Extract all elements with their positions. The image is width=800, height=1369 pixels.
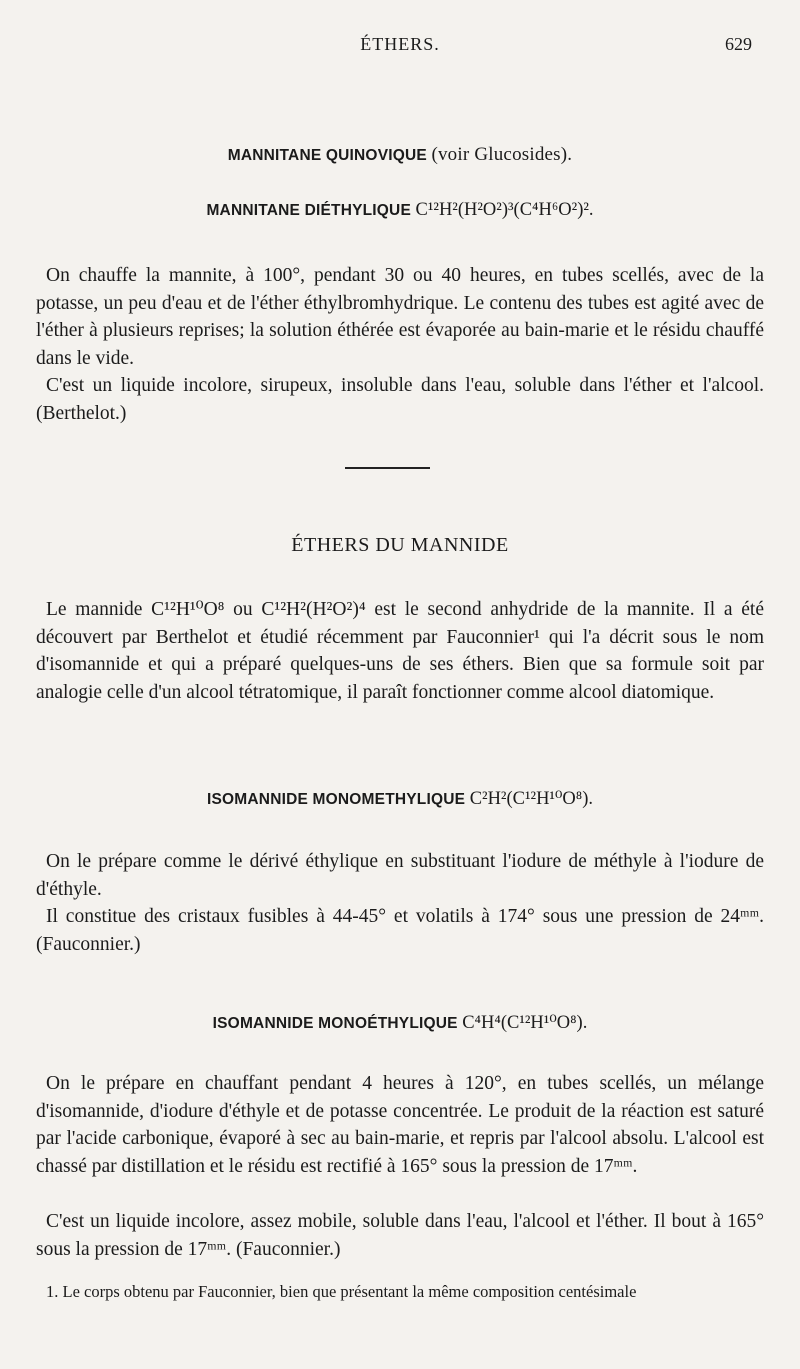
section-divider bbox=[345, 467, 430, 469]
heading-mannitane-diethylique bbox=[36, 200, 764, 221]
footnote: 1. Le corps obtenu par Fauconnier, bien que présentant la même composition centésimale bbox=[46, 1282, 637, 1301]
running-title: ÉTHERS. bbox=[360, 34, 440, 54]
heading-text: MANNITANE DIÉTHYLIQUE bbox=[206, 202, 411, 219]
paragraph-methyl-preparation: On le prépare comme le dérivé éthylique en substituant l'iodure de méthyle à l'iodure de d'éthyle. bbox=[36, 851, 764, 900]
section-title: ÉTHERS DU MANNIDE bbox=[291, 534, 509, 556]
paragraph-properties: C'est un liquide incolore, sirupeux, insoluble dans l'eau, soluble dans l'éther et l'alcool. (Berthelot.) bbox=[36, 375, 764, 424]
paragraph-preparation: On chauffe la mannite, à 100°, pendant 30 ou 40 heures, en tubes scellés, avec de la potasse, un peu d'eau et de l'éther éthylbromhydrique. Le contenu des tubes est agité avec de l'éther à plusieurs reprises; la solution éthérée est évaporée au bain-marie et le résidu chauffé dans le vide. bbox=[36, 265, 764, 369]
paragraph-ethyl-properties: C'est un liquide incolore, assez mobile, soluble dans l'eau, l'alcool et l'éther. Il bout à 165° sous la pression de 17ᵐᵐ. (Fauconnier.) bbox=[36, 1211, 764, 1260]
paragraph-methyl-properties: Il constitue des cristaux fusibles à 44-45° et volatils à 174° sous une pression de 24ᵐᵐ. (Fauconnier.) bbox=[36, 906, 764, 955]
heading-text: MANNITANE QUINOVIQUE bbox=[227, 147, 427, 164]
heading-text: ISOMANNIDE MONOMETHYLIQUE bbox=[207, 791, 466, 808]
heading-text: ISOMANNIDE MONOÉTHYLIQUE bbox=[212, 1015, 458, 1032]
chemical-formula: C¹²H²(H²O²)³(C⁴H⁶O²)². bbox=[415, 200, 594, 220]
chemical-formula: C⁴H⁴(C¹²H¹⁰O⁸). bbox=[462, 1013, 588, 1033]
paragraph-ethyl-preparation: On le prépare en chauffant pendant 4 heures à 120°, en tubes scellés, un mélange d'isomannide, d'iodure d'éthyle et de potasse concentrée. Le produit de la réaction est saturé par l'acide carbonique, évaporé à sec au bain-marie, et repris par l'alcool absolu. L'alcool est chassé par distillation et le résidu est rectifié à 165° sous la pression de 17ᵐᵐ. bbox=[36, 1073, 764, 1177]
paragraph-mannide: Le mannide C¹²H¹⁰O⁸ ou C¹²H²(H²O²)⁴ est le second anhydride de la mannite. Il a été découvert par Berthelot et étudié récemment par Fauconnier¹ qui l'a décrit sous le nom d'isomannide et qui a préparé quelques-uns de ses éthers. Bien que sa formule soit par analogie celle d'un alcool tétratomique, il paraît fonctionner comme alcool diatomique. bbox=[36, 599, 764, 703]
heading-isomannide-monomethylique bbox=[36, 788, 764, 810]
heading-isomannide-monoethylique bbox=[36, 1012, 764, 1034]
chemical-formula: C²H²(C¹²H¹⁰O⁸). bbox=[469, 789, 593, 809]
heading-mannitane-quinovique bbox=[36, 144, 764, 166]
cross-reference: (voir Glucosides). bbox=[431, 144, 573, 165]
running-header bbox=[0, 34, 800, 64]
page-number: 629 bbox=[725, 34, 752, 54]
